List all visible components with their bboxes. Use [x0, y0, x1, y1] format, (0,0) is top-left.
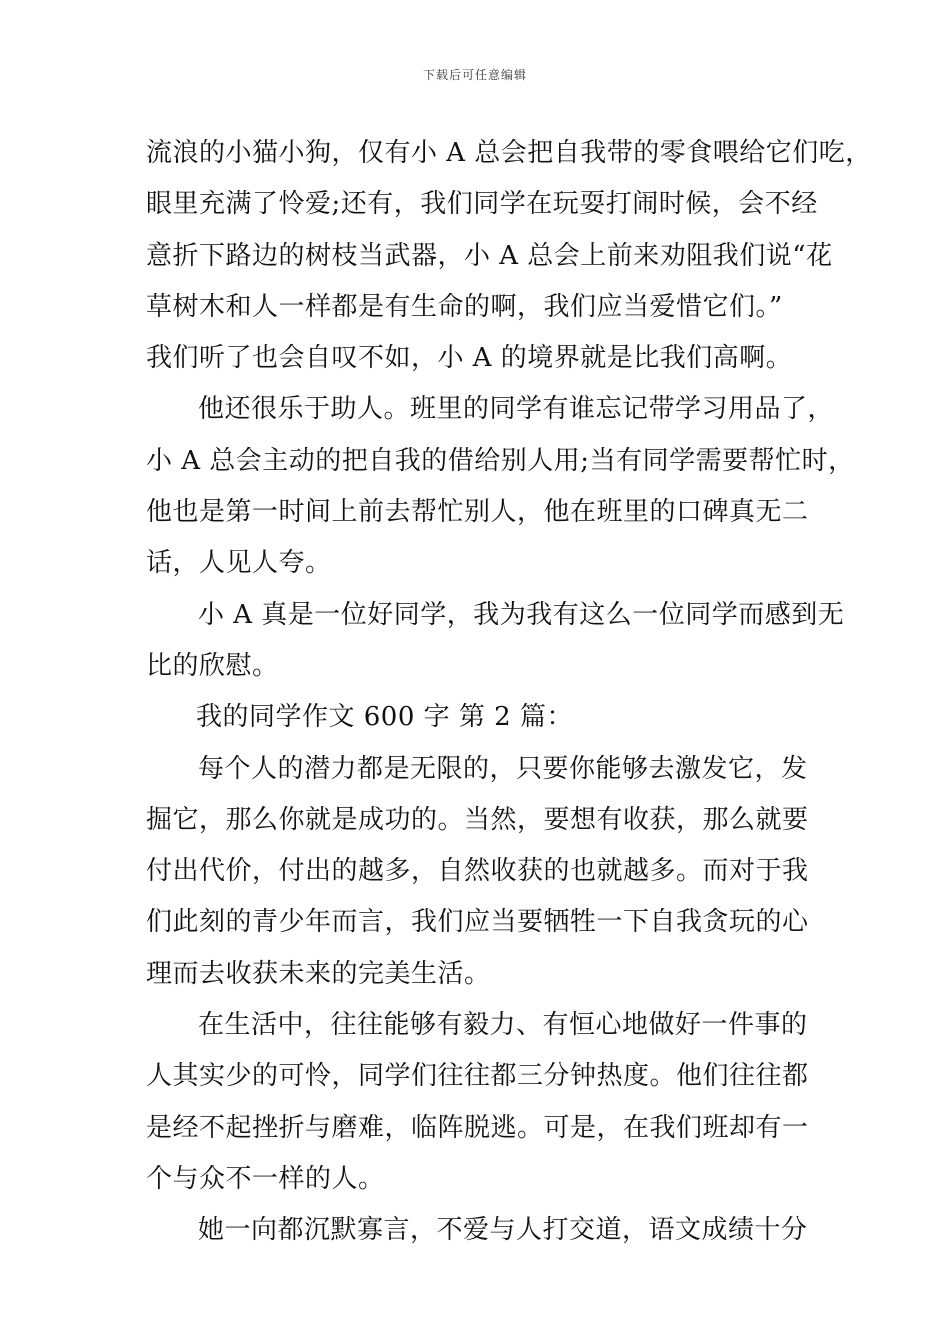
page-header-note: 下载后可任意编辑	[422, 68, 527, 82]
text-line: 在生活中，往往能够有毅力、有恒心地做好一件事的	[198, 1010, 808, 1041]
text-line: 我们听了也会自叹不如，小 A 的境界就是比我们高啊。	[146, 343, 793, 374]
text-line: 个与众不一样的人。	[146, 1163, 385, 1194]
text-line: 他也是第一时间上前去帮忙别人，他在班里的口碑真无二	[146, 497, 809, 528]
text-line: 她一向都沉默寡言，不爱与人打交道，语文成绩十分	[198, 1215, 808, 1246]
text-line: 眼里充满了怜爱;还有，我们同学在玩耍打闹时候，会不经	[146, 189, 818, 220]
text-line: 话，人见人夸。	[146, 548, 332, 579]
document-body	[146, 128, 872, 1257]
text-line: 小 A 真是一位好同学，我为我有这么一位同学而感到无	[198, 599, 845, 630]
text-line: 他还很乐于助人。班里的同学有谁忘记带学习用品了，	[198, 394, 835, 425]
text-line: 是经不起挫折与磨难，临阵脱逃。可是，在我们班却有一	[146, 1112, 809, 1143]
text-line: 小 A 总会主动的把自我的借给别人用;当有同学需要帮忙时，	[146, 445, 855, 476]
section-heading: 我的同学作文 600 字 第 2 篇：	[196, 702, 573, 733]
text-line: 付出代价，付出的越多，自然收获的也就越多。而对于我	[146, 856, 809, 887]
text-line: 意折下路边的树枝当武器，小 A 总会上前来劝阻我们说“花	[146, 240, 833, 271]
text-line: 每个人的潜力都是无限的，只要你能够去激发它，发	[198, 753, 808, 784]
text-line: 人其实少的可怜，同学们往往都三分钟热度。他们往往都	[146, 1061, 809, 1092]
text-line: 理而去收获未来的完美生活。	[146, 958, 491, 989]
text-line: 们此刻的青少年而言，我们应当要牺牲一下自我贪玩的心	[146, 907, 809, 938]
text-line: 掘它，那么你就是成功的。当然，要想有收获，那么就要	[146, 804, 809, 835]
text-line: 流浪的小猫小狗，仅有小 A 总会把自我带的零食喂给它们吃，	[146, 138, 872, 168]
text-line: 草树木和人一样都是有生命的啊，我们应当爱惜它们。”	[146, 291, 783, 322]
text-line: 比的欣慰。	[146, 650, 279, 681]
